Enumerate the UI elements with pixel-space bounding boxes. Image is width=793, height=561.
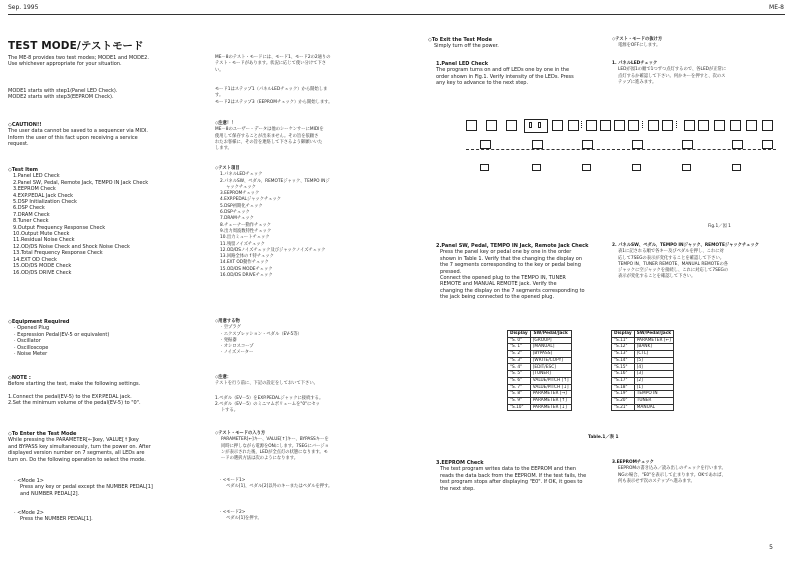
test-items-jp-heading: ◇テスト項目: [215, 166, 240, 171]
mode1-en-heading: · <Mode 1>: [14, 478, 44, 484]
equipment-en: [8, 319, 109, 357]
mode1-jp: [220, 478, 332, 491]
table-cell: "S.18": [612, 384, 635, 391]
fig1-caption: Fig.1／図 1: [708, 224, 731, 229]
table-cell: "S.19": [612, 391, 635, 398]
caution-jp-line: 使用して保存することが出来ません。その旨を依頼さ: [215, 133, 319, 139]
panel-switch: [586, 120, 597, 131]
led-indicator: [480, 164, 489, 171]
panel-switch: [762, 120, 773, 131]
test-item-en: 3.EEPROM Check: [13, 186, 56, 193]
table-row: [612, 337, 674, 344]
test-item-en: 13.Total Frequency Response Check: [13, 250, 103, 257]
header-model: ME-8: [769, 4, 784, 11]
led-jp-heading: 1. パネルLEDチェック: [612, 61, 658, 66]
caution-jp-line: ME－8のユーザー・データは他のシーケンサーにMIDIを: [215, 127, 324, 133]
mode1-en: [14, 478, 153, 497]
test-item-jp: 16.OD/DS DRIVEチェック: [220, 273, 273, 279]
table-cell: "S.10": [508, 404, 531, 411]
mode2-en: [14, 510, 93, 523]
table-header-row: [508, 331, 572, 338]
table-cell: [4]: [634, 364, 673, 371]
table-cell: [EDIT/ESC]: [530, 364, 571, 371]
panel-switch: [568, 120, 579, 131]
test-item-jp: 9.出力周波数特性チェック: [220, 228, 272, 234]
equipment-jp: [215, 319, 302, 357]
panel-sw-jp-heading: 2. パネルSW、ペダル、TEMPO INジャック、REMOTEジャックチェック: [612, 243, 760, 248]
intro-jp-line: ME－8のテスト・モードには、モード1、モード2の2通りの: [215, 55, 331, 60]
panel-switch: [614, 120, 625, 131]
pedal-switch: [532, 140, 543, 149]
eeprom-en-heading: 3.EEPROM Check: [436, 460, 484, 466]
test-item-jp: 15.OD/DS MODEチェック: [220, 266, 273, 272]
mode1-jp-line: ペダル[1]、ペダル[2]以外のキーまたはペダルを押す。: [226, 484, 333, 490]
exit-en-line: Simply turn off the power.: [434, 43, 499, 50]
caution-en-line: The user data cannot be saved to a sequencer via MIDI.: [8, 128, 149, 135]
modes-jp-line: モード2はステップ3（EEPROMチェック）から開始します。: [215, 99, 333, 105]
divider-line: [466, 149, 776, 150]
table-cell: "S.15": [612, 364, 635, 371]
panel-sw-jp-line: TEMPO IN、TUNER REMOTE、MANUAL REMOTEの各: [618, 261, 729, 267]
panel-switch: [628, 120, 639, 131]
exit-jp: [612, 37, 662, 50]
led-jp-line: 点灯するか確認して下さい。何かキーを押すと、次のス: [618, 73, 726, 79]
table-cell: "S.16": [612, 371, 635, 378]
test-item-en: 9.Output Frequency Response Check: [13, 224, 106, 231]
table-row: [612, 391, 674, 398]
table-header-cell: SW/Pedal/Jack: [634, 331, 673, 338]
led-en: [436, 61, 574, 87]
test-item-jp: 5.DSP初期化チェック: [220, 203, 263, 209]
table-cell: PARAMETER [→]: [530, 391, 571, 398]
panel-sw-en-line: shown in Table 1. Verify that the changing the display on: [440, 255, 583, 262]
note-jp-line: 1.ペダル（EV－5）をEXP.PEDALジャックに接続する。: [215, 395, 324, 401]
test-item-jp: 7.DRAMチェック: [220, 216, 254, 222]
modes-en-line: MODE1 starts with step1(Panel LED Check).: [8, 88, 118, 94]
test-item-jp: 14.EXT OD動作チェック: [220, 260, 269, 266]
enter-en-line: displayed version number on 7 segments, all LEDs are: [8, 450, 145, 457]
panel-sw-en: [436, 243, 588, 301]
table-cell: "S. 7": [508, 384, 531, 391]
note-en-heading: ◇NOTE :: [8, 375, 31, 381]
note-en-line: 2.Set the minimum volume of the pedal(EV-5) to "0".: [8, 400, 141, 407]
table-cell: "S. 2": [508, 351, 531, 358]
test-item-jp: 11.残留ノイズチェック: [220, 241, 265, 247]
test-item-jp: 2.パネルSW、ペダル、REMOTEジャック、TEMPO INジ: [220, 178, 330, 184]
panel-switch: [698, 120, 709, 131]
enter-jp-line: ンが表示された後、LEDが全点灯の状態になります。モ: [221, 449, 328, 455]
equipment-en-item: · Oscillator: [14, 338, 41, 345]
table-cell: [BYPASS]: [530, 351, 571, 358]
enter-en-line: While pressing the PARAMETER[←]key, VALUE[↑]key: [8, 437, 139, 444]
mode1-en-line: Press any key or pedal except the NUMBER PEDAL[1]: [20, 484, 153, 491]
table-header-cell: Display: [612, 331, 635, 338]
exit-jp-heading: ◇テスト・モードの抜け方: [612, 37, 663, 42]
test-item-jp: ャックチェック: [226, 184, 256, 190]
test-item-en: 4.EXP.PEDAL Jack Check: [13, 192, 74, 199]
pedal-switch: [632, 140, 643, 149]
panel-sw-en-line: REMOTE and MANUAL REMOTE jack. Verify the: [440, 281, 557, 288]
intro-en: [8, 55, 208, 68]
enter-jp-line: PARAMETER[←]キー、VALUE[↑]キー、BYPASSキーを: [221, 437, 329, 443]
table-cell: MANUAL: [634, 404, 673, 411]
test-items-en-heading: ◇Test Item: [8, 167, 38, 173]
table-cell: PARAMETER [↓]: [530, 404, 571, 411]
test-item-en: 15.OD/DS MODE Check: [13, 263, 72, 270]
panel-sw-en-heading: 2.Panel SW, Pedal, TEMPO IN Jack, Remote Jack Check: [436, 243, 589, 249]
panel-switch: [662, 120, 673, 131]
eeprom-jp-heading: 3.EEPROMチェック: [612, 460, 654, 465]
equipment-en-item: · Expression Pedal(EV-5 or equivalent): [14, 331, 110, 338]
test-item-jp: 4.EXP.PEDALジャックチェック: [220, 197, 282, 203]
table-row: [612, 371, 674, 378]
modes-jp: [215, 87, 332, 106]
table-row: [508, 344, 572, 351]
table-cell: "S. 4": [508, 364, 531, 371]
caution-en-line: request.: [8, 141, 29, 148]
caution-jp-line: れたお客様に、その旨を連絡して下さるよう御願いいた: [215, 139, 323, 145]
table-row: [612, 384, 674, 391]
table-row: [508, 351, 572, 358]
led-en-heading: 1.Panel LED Check: [436, 61, 489, 67]
panel-sw-en-line: the 7 segments corresponding to the key or pedal being: [440, 262, 581, 269]
table-row: [612, 377, 674, 384]
mode2-jp: [220, 510, 262, 523]
table-row: [508, 391, 572, 398]
equipment-jp-heading: ◇用意する物: [215, 319, 240, 324]
table-row: [612, 344, 674, 351]
pedal-switch: [480, 140, 491, 149]
pedal-switch: [732, 140, 743, 149]
table-cell: "S.17": [612, 377, 635, 384]
table-cell: [WRITE/COPY]: [530, 357, 571, 364]
table-cell: "S. 1": [508, 344, 531, 351]
panel-switch: [600, 120, 611, 131]
table-row: [612, 357, 674, 364]
test-item-en: 11.Residual Noise Check: [13, 237, 75, 244]
segment-digit: [538, 122, 541, 128]
caution-jp-line: します。: [215, 146, 232, 152]
note-jp-line: 2.ペダル（EV－5）のミニマムボリュームを"0"にセッ: [215, 401, 320, 407]
test-item-en: 16.OD/DS DRIVE Check: [13, 269, 72, 276]
note-jp: [215, 375, 323, 414]
led-en-line: order shown in Fig.1. Verify intensity of the LEDs. Press: [436, 73, 574, 80]
test-item-en: 8.Tuner Check: [13, 218, 49, 225]
panel-switch: [648, 120, 659, 131]
pedal-switch: [682, 140, 693, 149]
led-column: [676, 121, 678, 129]
table-cell: VALUE/PITCH [↑]: [530, 377, 571, 384]
fig1-panel-diagram: [460, 112, 790, 232]
test-item-en: 1.Panel LED Check: [13, 173, 60, 180]
panel-switch: [714, 120, 725, 131]
equipment-jp-item: · ノイズメーター: [221, 350, 254, 356]
note-en-line: Before starting the test, make the following settings.: [8, 381, 141, 388]
table-row: [612, 364, 674, 371]
table-cell: "S.11": [612, 337, 635, 344]
note-jp-line: トする。: [221, 408, 239, 414]
table1-caption: Table.1／表 1: [588, 435, 619, 440]
panel-sw-en-line: Press the panel key or pedal one by one in the order: [440, 249, 572, 256]
table-cell: [CTL]: [634, 351, 673, 358]
test-item-jp: 6.DSPチェック: [220, 210, 250, 216]
enter-jp-line: 同時に押しながら電源をONにします。7SEGにバージョ: [221, 443, 329, 449]
caution-en-line: Inform the user of this fact upon receiving a service: [8, 134, 138, 141]
note-en-line: 1.Connect the pedal(EV-5) to the EXP.PEDAL jack.: [8, 393, 132, 400]
table-cell: PARAMETER [←]: [634, 337, 673, 344]
mode2-jp-heading: · <モード2>: [220, 510, 246, 515]
table-cell: "S.12": [612, 344, 635, 351]
header-rule: [8, 14, 785, 15]
mode1-jp-heading: · <モード1>: [220, 478, 246, 483]
test-items-en: [8, 167, 148, 276]
equipment-jp-item: · 空プラグ: [221, 325, 241, 331]
header-date: Sep. 1995: [8, 4, 39, 11]
table-row: [508, 384, 572, 391]
enter-jp-heading: ◇テスト・モードの入り方: [215, 431, 266, 436]
intro-jp: [215, 55, 331, 74]
table-cell: "S. 3": [508, 357, 531, 364]
table1-right: [611, 330, 674, 411]
table-row: [612, 404, 674, 411]
intro-jp-line: テスト・モードがあります。状況に応じて使い分けて下さ: [215, 61, 327, 67]
equipment-en-item: · Oscilloscope: [14, 344, 49, 351]
exit-jp-line: 電源をOFFにします。: [618, 43, 661, 49]
eeprom-jp-line: EEPROMの書き込み／読み出しのチェックを行います。: [618, 466, 726, 472]
led-indicator: [732, 164, 741, 171]
table-cell: [5]: [634, 357, 673, 364]
table-cell: "S. 6": [508, 377, 531, 384]
panel-sw-jp-line: 表1に記される順で各キー及びペダルを押し、これに対: [618, 249, 724, 255]
table-cell: "S. 5": [508, 371, 531, 378]
table-cell: [BANK]: [634, 344, 673, 351]
test-item-en: 12.OD/DS Noise Check and Shock Noise Check: [13, 243, 130, 250]
panel-sw-en-line: the jack being connected to the opened plug.: [440, 294, 555, 301]
panel-sw-en-line: changing the display on the 7 segments corresponding to: [440, 287, 585, 294]
pedal-switch: [582, 140, 593, 149]
eeprom-jp: [612, 460, 726, 485]
test-item-en: 14.EXT OD Check: [13, 256, 57, 263]
caution-jp-heading: ◇注意！！: [215, 121, 236, 126]
panel-switch: [684, 120, 695, 131]
table-header-cell: Display: [508, 331, 531, 338]
equipment-en-heading: ◇Equipment Required: [8, 319, 70, 325]
led-en-line: any key to advance to the next step.: [436, 80, 529, 87]
eeprom-en-line: test program stops after displaying "E0". If OK, it goes to: [440, 479, 583, 486]
intro-jp-line: い。: [215, 67, 224, 73]
modes-jp-line: す。: [215, 93, 224, 99]
led-column: [642, 121, 644, 129]
table-row: [508, 404, 572, 411]
equipment-jp-item: · オシロスコープ: [221, 344, 254, 350]
table1-left: [507, 330, 572, 411]
table-cell: [1]: [634, 384, 673, 391]
eeprom-en-line: The test program writes data to the EEPROM and then: [440, 466, 577, 473]
caution-jp: [215, 121, 324, 152]
test-item-jp: 12.OD/DSノイズチェック及びジャックノイズチェック: [220, 247, 326, 253]
panel-switch: [730, 120, 741, 131]
enter-jp: [215, 431, 329, 462]
panel-switch: [746, 120, 757, 131]
modes-en: [8, 88, 117, 101]
test-item-jp: 10.出力ミュートチェック: [220, 235, 270, 241]
led-en-line: The program turns on and off LEDs one by one in the: [436, 67, 570, 74]
table-cell: [MANUAL]: [530, 344, 571, 351]
table-cell: TEMPO IN: [634, 391, 673, 398]
test-item-en: 7.DRAM Check: [13, 211, 50, 218]
enter-en-line: turn on. Do the following operation to select the mode.: [8, 456, 146, 463]
test-item-en: 6.DSP Check: [13, 205, 45, 212]
led-indicator: [582, 164, 591, 171]
test-items-jp: [215, 166, 330, 279]
table-cell: [GROUP]: [530, 337, 571, 344]
panel-switch: [466, 120, 477, 131]
seven-segment-display: [524, 119, 548, 133]
table-row: [508, 364, 572, 371]
note-jp-heading: ◇注意：: [215, 375, 232, 380]
segment-digit: [529, 122, 532, 128]
test-item-jp: 3.EEPROMチェック: [220, 191, 260, 197]
table-cell: [2]: [634, 377, 673, 384]
table-row: [612, 397, 674, 404]
equipment-en-item: · Noise Meter: [14, 351, 48, 358]
test-item-en: 5.DSP Initialization Check: [13, 199, 77, 206]
eeprom-en-line: the next step.: [440, 485, 475, 492]
table-row: [508, 371, 572, 378]
panel-sw-en-line: pressed.: [440, 268, 462, 275]
note-en: [8, 375, 141, 407]
table-row: [612, 351, 674, 358]
table-cell: "S.14": [612, 357, 635, 364]
test-item-jp: 13.回路全体の f 特チェック: [220, 254, 274, 260]
table-header-cell: SW/Pedal/Jack: [530, 331, 571, 338]
led-indicator: [682, 164, 691, 171]
panel-sw-jp: [612, 243, 759, 281]
test-item-en: 2.Panel SW, Pedal, Remote Jack, TEMPO IN Jack Check: [13, 179, 149, 186]
page-number: 5: [769, 544, 773, 551]
table-row: [508, 377, 572, 384]
panel-sw-jp-line: 応して7SEGの表示が変化することを確認して下さい。: [618, 255, 725, 261]
table-cell: [3]: [634, 371, 673, 378]
caution-en-heading: ◇CAUTION!!: [8, 122, 42, 128]
mode2-en-line: Press the NUMBER PEDAL[1].: [20, 516, 93, 523]
equipment-jp-item: · エクスプレッション・ペダル（EV-5等）: [221, 331, 302, 337]
mode2-jp-line: ペダル[1]を押す。: [226, 516, 262, 522]
panel-sw-en-line: Connect the opened plug to the TEMPO IN, TUNER: [440, 275, 566, 282]
exit-en: [428, 37, 499, 50]
led-indicator: [532, 164, 541, 171]
eeprom-jp-line: NGの場合、"E0"を表示して止まります。OKであれば、: [618, 472, 726, 478]
led-column: [496, 121, 498, 129]
table-header-row: [612, 331, 674, 338]
eeprom-en: [436, 460, 586, 492]
enter-en: [8, 431, 151, 463]
table-row: [508, 337, 572, 344]
note-jp-spacer: [215, 388, 323, 396]
panel-sw-jp-line: ジャックに空ジャックを接続し、これに対応して7SEGの: [618, 268, 729, 274]
intro-en-line: Use whichever appropriate for your situation.: [8, 61, 122, 68]
enter-jp-line: ードの選択方法は次のようになります。: [221, 456, 298, 462]
table-cell: "S. 0": [508, 337, 531, 344]
pedal-switch: [762, 140, 773, 149]
led-jp-line: テップに進みます。: [618, 79, 657, 85]
panel-switch: [552, 120, 563, 131]
led-indicator: [632, 164, 641, 171]
table-cell: "S.13": [612, 351, 635, 358]
table-cell: "S.21": [612, 404, 635, 411]
table-cell: "S. 9": [508, 397, 531, 404]
equipment-jp-item: · 発振器: [221, 337, 237, 343]
caution-en: [8, 122, 148, 148]
led-column: [581, 121, 583, 129]
test-item-en: 10.Output Mute Check: [13, 231, 70, 238]
table-cell: TUNER: [634, 397, 673, 404]
page-title: TEST MODE/テストモード: [8, 40, 144, 52]
modes-jp-line: モード1はステップ1（パネルLEDチェック）から開始しま: [215, 87, 328, 92]
eeprom-en-line: reads the data back from the EEPROM. If the test fails, the: [440, 472, 587, 479]
eeprom-jp-line: 何も表示せず次のステップへ進みます。: [618, 478, 695, 484]
table-row: [508, 397, 572, 404]
test-item-jp: 1.パネルLEDチェック: [220, 172, 263, 178]
table-cell: "S.20": [612, 397, 635, 404]
equipment-en-item: · Opened Plug: [14, 325, 50, 332]
enter-en-heading: ◇To Enter the Test Mode: [8, 431, 77, 437]
mode1-en-line: and NUMBER PEDAL[2].: [20, 490, 80, 497]
modes-en-line: MODE2 starts with step3(EEPROM Check).: [8, 94, 114, 101]
table-row: [508, 357, 572, 364]
intro-en-line: The ME-8 provides two test modes; MODE1 and MODE2.: [8, 55, 149, 61]
panel-switch: [506, 120, 517, 131]
table-cell: VALUE/PITCH [↓]: [530, 384, 571, 391]
exit-en-heading: ◇To Exit the Test Mode: [428, 37, 492, 43]
led-jp: [612, 61, 726, 86]
led-jp-line: LEDが図1の順で1つずつ点灯するので、各LEDが正常に: [618, 67, 727, 73]
table-cell: PARAMETER [↑]: [530, 397, 571, 404]
note-jp-line: テストを行う前に、下記の設定をしておいて下さい。: [215, 381, 318, 387]
enter-en-line: and BYPASS key simultaneously, turn the power on. After: [8, 443, 151, 450]
table-cell: [TUNER]: [530, 371, 571, 378]
table-cell: "S. 8": [508, 391, 531, 398]
test-item-jp: 8.チューナー動作チェック: [220, 222, 272, 228]
panel-sw-jp-line: 表示が変化することを確認して下さい。: [618, 274, 696, 280]
mode2-en-heading: · <Mode 2>: [14, 510, 44, 516]
